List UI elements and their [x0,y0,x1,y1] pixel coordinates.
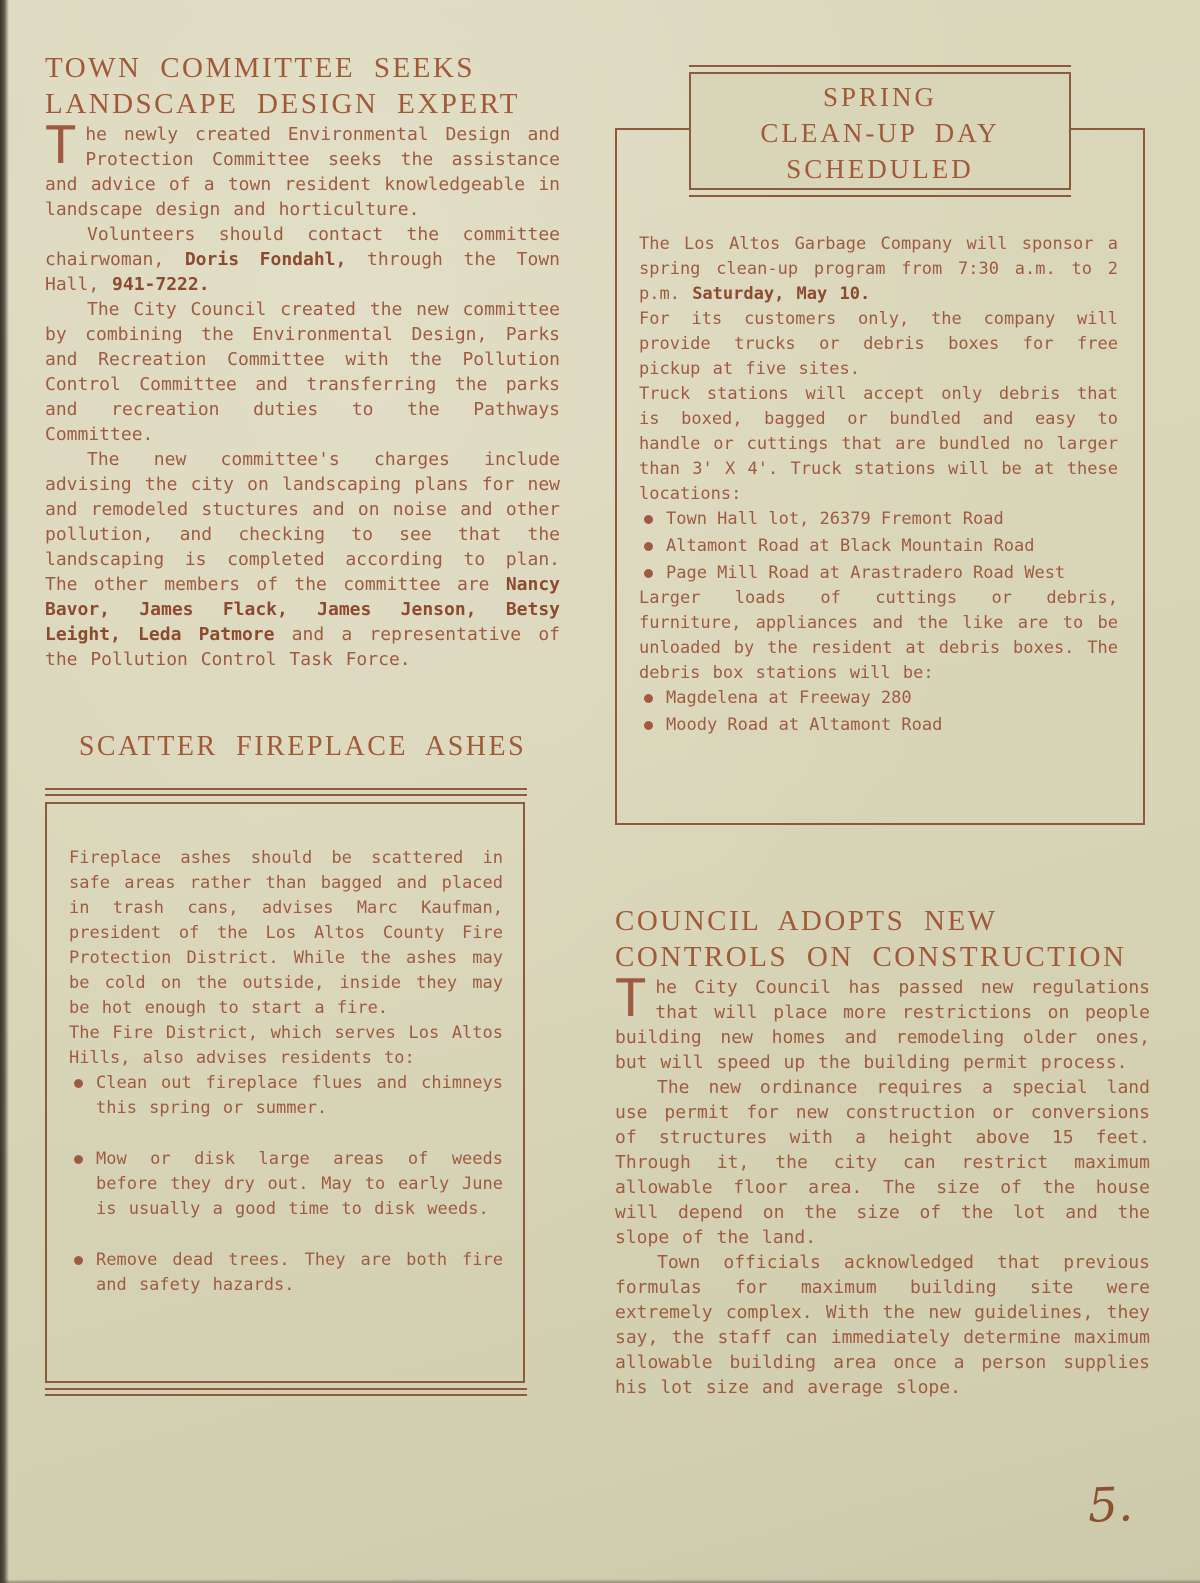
title-line: CONTROLS ON CONSTRUCTION [615,941,1127,973]
list-item: Town Hall lot, 26379 Fremont Road [639,507,1118,532]
landscape-paragraph-3: The City Council created the new committee by combining the Environmental Design, Parks and Recreation Committee with the Pollution Control Committee and transferring the parks and recreation duties to the Pathways Committee. [45,299,560,445]
landscape-paragraph-4 [45,447,560,672]
paragraph-text: he newly created Environmental Design and Protection Committee seeks the assistance and advice of a town resident knowledgeable in landscape design and horticulture. [45,124,560,220]
landscape-paragraph-1 [45,116,560,222]
drop-cap: T [45,116,77,176]
list-item: Altamont Road at Black Mountain Road [639,534,1118,559]
construction-article-title [615,903,1150,975]
list-item: Page Mill Road at Arastradero Road West [639,561,1118,586]
list-item: Remove dead trees. They are both fire and safety hazards. [69,1248,503,1298]
paragraph-text: and a representative of the Pollution Control Task Force. [45,624,560,670]
page-number: 5. [1087,1477,1134,1534]
title-line: COUNCIL ADOPTS NEW [615,905,998,937]
scan-edge-left [0,0,9,1583]
title-line: LANDSCAPE DESIGN EXPERT [45,88,520,120]
left-column [45,50,560,1396]
title-line: SPRING [822,82,938,112]
list-item: Magdelena at Freeway 280 [639,686,1118,711]
cleanup-paragraph-2: For its customers only, the company will provide trucks or debris boxes for free pickup at five sites. [639,309,1118,379]
list-item: Mow or disk large areas of weeds before they dry out. May to early June is usually a good time to disk weeds. [69,1147,503,1222]
construction-paragraph-2: The new ordinance requires a special land use permit for new construction or conversions of structures with a height above 15 feet. Through it, the city can restrict maximum allowable floor area. The size of the house will depend on the size of the lot and the slope of the land. [615,1077,1150,1248]
paragraph-text: he City Council has passed new regulations that will place more restrictions on people building new homes and remodeling older ones, but will speed up the building permit process. [615,977,1150,1073]
phone-number: 941-7222. [112,274,210,295]
cleanup-article-title [689,72,1071,190]
paragraph-text: through the Town Hall, [45,249,561,295]
construction-paragraph-3: Town officials acknowledged that previous formulas for maximum building site were extremely complex. With the new guidelines, they say, the staff can immediately determine maximum allowable building area once a person supplies his lot size and average slope. [615,1252,1150,1398]
landscape-paragraph-2 [45,222,560,297]
committee-members: Nancy Bavor, James Flack, James Jenson, Betsy Leight, Leda Patmore [45,574,560,645]
double-rule-divider [45,788,527,796]
landscape-article-title [45,50,560,122]
cleanup-paragraph-3: Truck stations will accept only debris that is boxed, bagged or bundled and easy to handle or cuttings that are bundled no larger than 3' X 4'. Truck stations will be at these locations: [639,384,1118,504]
list-item: Clean out fireplace flues and chimneys this spring or summer. [69,1071,503,1121]
paragraph-text: The new committee's charges include advising the city on landscaping plans for new and remodeled stuctures and on noise and other pollution, and checking to see that the landscaping is completed according to plan. The other members of the committee are [45,449,560,595]
scan-edge-bottom [0,1579,1200,1583]
cleanup-box [615,82,1145,825]
event-date: Saturday, May 10. [692,284,871,304]
double-rule-divider [45,1388,527,1396]
title-line: TOWN COMMITTEE SEEKS [45,52,475,84]
fireplace-article-title: SCATTER FIREPLACE ASHES [78,731,527,762]
drop-cap: T [615,969,647,1029]
construction-paragraph-1 [615,969,1150,1075]
title-line: SCHEDULED [786,154,974,184]
list-item: Moody Road at Altamont Road [639,713,1118,738]
fireplace-paragraph-2: The Fire District, which serves Los Altos Hills, also advises residents to: [69,1023,503,1068]
debris-box-list [639,686,1118,738]
fireplace-box [45,802,525,1383]
title-line: CLEAN-UP DAY [760,118,1000,148]
cleanup-paragraph-4: Larger loads of cuttings or debris, furniture, appliances and the like are to be unloaded by the resident at debris boxes. The debris box stations will be: [639,588,1118,683]
paragraph-text: The Los Altos Garbage Company will sponsor a spring clean-up program from 7:30 a.m. to 2 p.m. [639,234,1118,304]
truck-station-list [639,507,1118,586]
right-column [615,60,1150,1400]
cleanup-paragraph-1 [639,232,1118,307]
chairwoman-name: Doris Fondahl, [184,249,347,270]
fireplace-advice-list [69,1071,503,1298]
paragraph-text: Volunteers should contact the committee chairwoman, [45,224,560,270]
fireplace-paragraph-1: Fireplace ashes should be scattered in safe areas rather than bagged and placed in trash cans, advises Marc Kaufman, president of the Los Altos County Fire Protection District. While the ashes may be cold on the outside, inside they may be hot enough to start a fire. [69,848,503,1018]
